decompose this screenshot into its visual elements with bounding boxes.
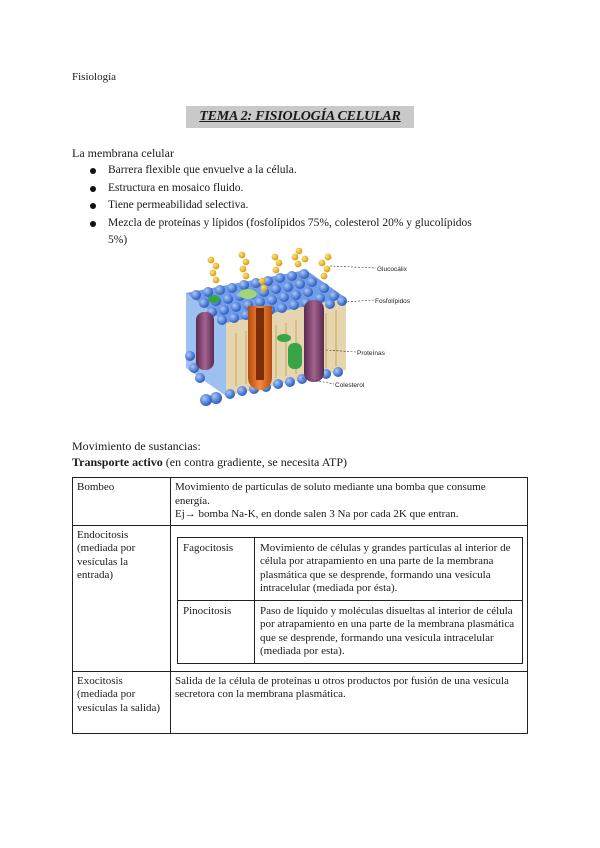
table-row [73,478,528,526]
bombeo-example: Ej→ bomba Na-K, en donde salen 3 Na por cada 2K que entran. [175,508,459,520]
subsection-heading [72,455,347,470]
table-row [73,525,528,671]
list-item: Barrera flexible que envuelve a la célula. [90,162,490,180]
subrow-label: Fagocitosis [178,537,255,600]
header-subject: Fisiología [72,71,117,83]
page-title: TEMA 2: FISIOLOGÍA CELULAR [186,106,414,128]
protein-right [304,300,324,382]
protein-left [196,312,214,370]
row-content [171,525,528,671]
intro-heading: La membrana celular [72,146,174,160]
label-proteinas: Proteínas [357,350,385,357]
row-label: Exocitosis (mediada por vesículas la salida) [73,671,171,733]
transport-table [72,477,528,734]
subrow-content: Movimiento de células y grandes partículas al interior de célula por atrapamiento en una parte de la membrana plasmática que se desprende, formando una vesícula intracelular (mediada por ésta). [255,537,523,600]
list-item: Mezcla de proteínas y lípidos (fosfolípidos 75%, colesterol 20% y glucolípidos 5%) [90,215,490,250]
list-item: Estructura en mosaico fluido. [90,180,490,198]
table-row [178,600,523,663]
endocitosis-subtable [177,537,523,664]
membrane-diagram [176,248,426,418]
table-row [178,537,523,600]
row-content [171,478,528,526]
row-content: Salida de la célula de proteínas u otros productos por fusión de una vesícula secretora con la membrana plasmática. [171,671,528,733]
row-label: Bombeo [73,478,171,526]
table-row [73,671,528,733]
subrow-label: Pinocitosis [178,600,255,663]
label-colesterol: Colesterol [335,382,365,389]
properties-list [90,162,490,250]
label-glucocalix: Glucocálix [377,266,407,273]
list-item: Tiene permeabilidad selectiva. [90,197,490,215]
subsection-note: (en contra gradiente, se necesita ATP) [162,455,348,469]
label-fosfolipidos: Fosfolípidos [375,298,411,305]
subsection-title: Transporte activo [72,455,163,469]
section-title: Movimiento de sustancias: [72,439,201,453]
cholesterol-molecule [288,343,302,369]
bombeo-desc: Movimiento de partículas de soluto mediante una bomba que consume energía. [175,481,486,507]
subrow-content: Paso de líquido y moléculas disueltas al interior de célula por atrapamiento en una parte de la membrana plasmática que se desprende, formando una vesícula intracelular (mediada por esta). [255,600,523,663]
row-label: Endocitosis (mediada por vesículas la entrada) [73,525,171,671]
